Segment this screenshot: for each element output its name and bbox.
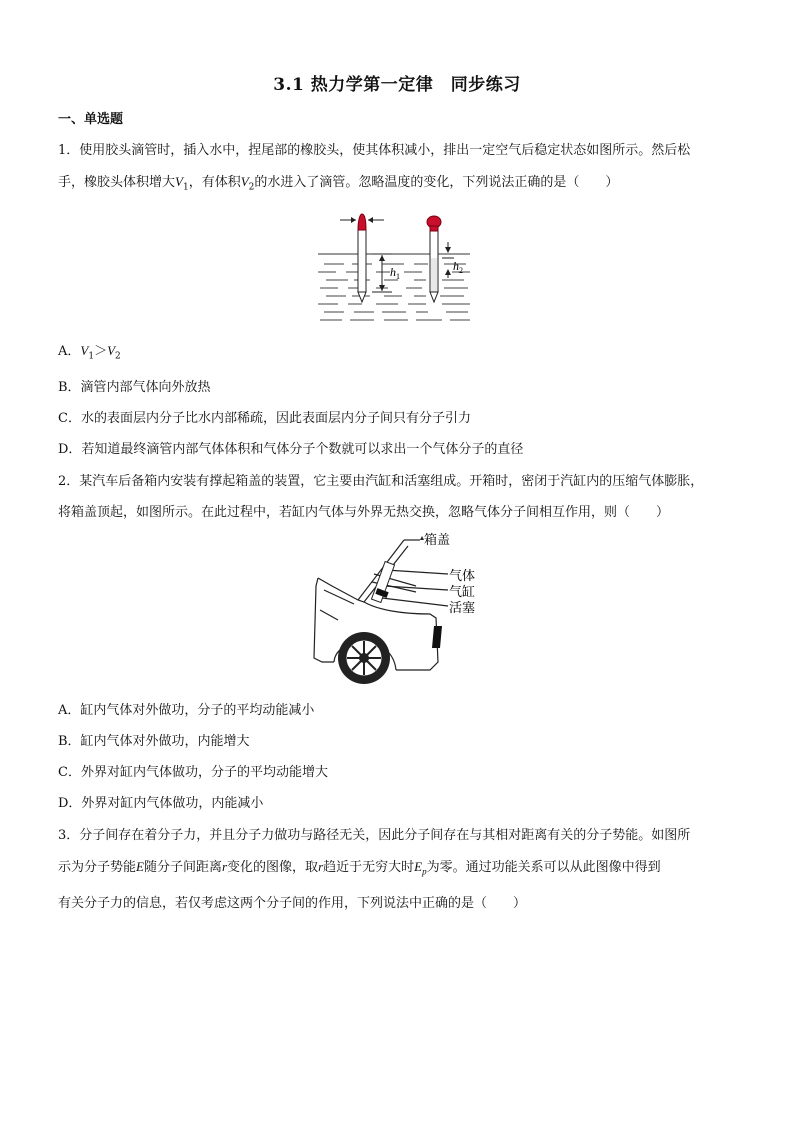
car-trunk-figure (312, 530, 486, 690)
question-1-line-1: 1．使用胶头滴管时，插入水中，捏尾部的橡胶头，使其体积减小，排出一定空气后稳定状态如图所示。然后松 (58, 143, 691, 158)
q2-option-b[interactable]: B．缸内气体对外做功，内能增大 (58, 734, 250, 749)
label-lid: 箱盖 (424, 533, 451, 548)
label-h1: $h_1$ (390, 265, 400, 281)
q1-option-c[interactable]: C．水的表面层内分子比水内部稀疏，因此表面层内分子间只有分子引力 (58, 411, 471, 426)
q1-option-b[interactable]: B．滴管内部气体向外放热 (58, 380, 211, 395)
label-h2: $h_2$ (453, 259, 463, 275)
q2-option-d[interactable]: D．外界对缸内气体做功，内能减小 (58, 796, 264, 811)
q1-option-d[interactable]: D．若知道最终滴管内部气体体积和气体分子个数就可以求出一个气体分子的直径 (58, 442, 524, 457)
label-gas: 气体 (449, 569, 476, 584)
question-3-line-3: 有关分子力的信息，若仅考虑这两个分子间的作用，下列说法中正确的是（ ） (58, 895, 527, 911)
q2-option-a[interactable]: A．缸内气体对外做功，分子的平均动能减小 (58, 703, 315, 718)
section-heading: 一、单选题 (58, 112, 124, 127)
question-2 (58, 466, 743, 528)
question-3-line-1: 3．分子间存在着分子力，并且分子力做功与路径无关，因此分子间存在与其相对距离有关的分子势能。如图所 (58, 828, 691, 843)
dropper-figure (318, 208, 480, 326)
question-1-line-2: 手，橡胶头体积增大$V_1$，有体积$V_2$的水进入了滴管。忽略温度的变化，下列说法正确的是（ ） (58, 174, 619, 193)
label-cylinder: 气缸 (449, 585, 476, 600)
question-2-line-1: 2．某汽车后备箱内安装有撑起箱盖的装置，它主要由汽缸和活塞组成。开箱时，密闭于汽缸内的压缩气体膨胀， (58, 474, 704, 489)
question-3 (58, 820, 743, 919)
question-1 (58, 135, 743, 204)
question-2-line-2: 将箱盖顶起，如图所示。在此过程中，若缸内气体与外界无热交换，忽略气体分子间相互作用，则（ ） (58, 505, 670, 520)
q1-option-a[interactable]: A．$V_1>V_2$ (58, 343, 121, 362)
question-3-line-2: 示为分子势能E随分子间距离r变化的图像，取r趋近于无穷大时$E_p$为零。通过功能关系可以从此图像中得到 (58, 859, 661, 877)
q2-option-c[interactable]: C．外界对缸内气体做功，分子的平均动能增大 (58, 765, 328, 780)
page-title: 3.1 热力学第一定律 同步练习 (273, 75, 521, 95)
label-piston: 活塞 (449, 601, 476, 616)
